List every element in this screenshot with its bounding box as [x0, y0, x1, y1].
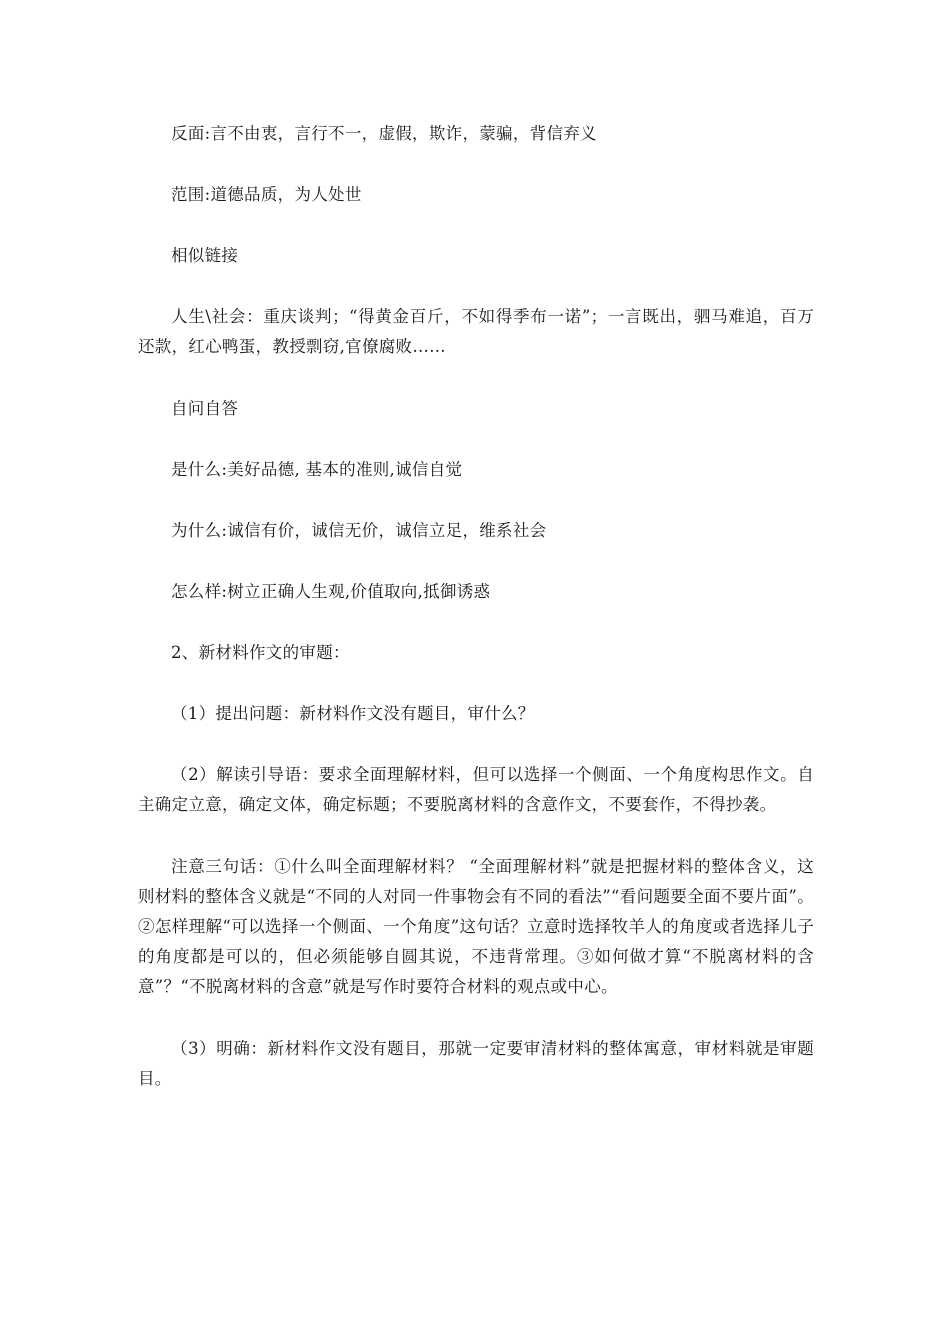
- paragraph-rensheng-shehui: 人生\社会：重庆谈判；“得黄金百斤，不如得季布一诺”；一言既出，驷马难追，百万还款，红心鸭蛋，教授剽窃,官僚腐败……: [138, 307, 814, 356]
- heading-xiangsi-lianjie: 相似链接: [171, 246, 239, 265]
- paragraph-fanwei: 范围:道德品质，为人处世: [171, 185, 362, 204]
- paragraph-wei-shenme: 为什么:诚信有价，诚信无价，诚信立足，维系社会: [171, 521, 547, 540]
- paragraph-shi-shenme: 是什么:美好品德, 基本的准则,诚信自觉: [171, 460, 463, 479]
- paragraph-mingque: （3）明确：新材料作文没有题目，那就一定要审清材料的整体寓意，审材料就是审题目。: [138, 1039, 814, 1088]
- paragraph-jiedu-yindaoyu: （2）解读引导语：要求全面理解材料，但可以选择一个侧面、一个角度构思作文。自主确定立意，确定文体，确定标题；不要脱离材料的含意作文，不要套作，不得抄袭。: [138, 765, 814, 814]
- paragraph-zhuyi-sanjuhua: 注意三句话：①什么叫全面理解材料？ “全面理解材料”就是把握材料的整体含义，这则材料的整体含义就是“不同的人对同一件事物会有不同的看法”“看问题要全面不要片面”。②怎样理解“可以选择一个侧面、一个角度”这句话？立意时选择牧羊人的角度或者选择儿子的角度都是可以的，但必须能够自圆其说，不违背常理。③如何做才算“不脱离材料的含意”？“不脱离材料的含意”就是写作时要符合材料的观点或中心。: [138, 857, 814, 996]
- paragraph-tichu-wenti: （1）提出问题：新材料作文没有题目，审什么？: [171, 704, 535, 723]
- heading-ziwen-zida: 自问自答: [171, 399, 239, 418]
- document-page: [138, 119, 814, 1094]
- paragraph-fanmian: 反面:言不由衷，言行不一，虚假，欺诈，蒙骗，背信弃义: [171, 124, 597, 143]
- paragraph-zenmeyang: 怎么样:树立正确人生观,价值取向,抵御诱惑: [171, 582, 491, 601]
- section-heading-2: 2、新材料作文的审题：: [171, 643, 350, 662]
